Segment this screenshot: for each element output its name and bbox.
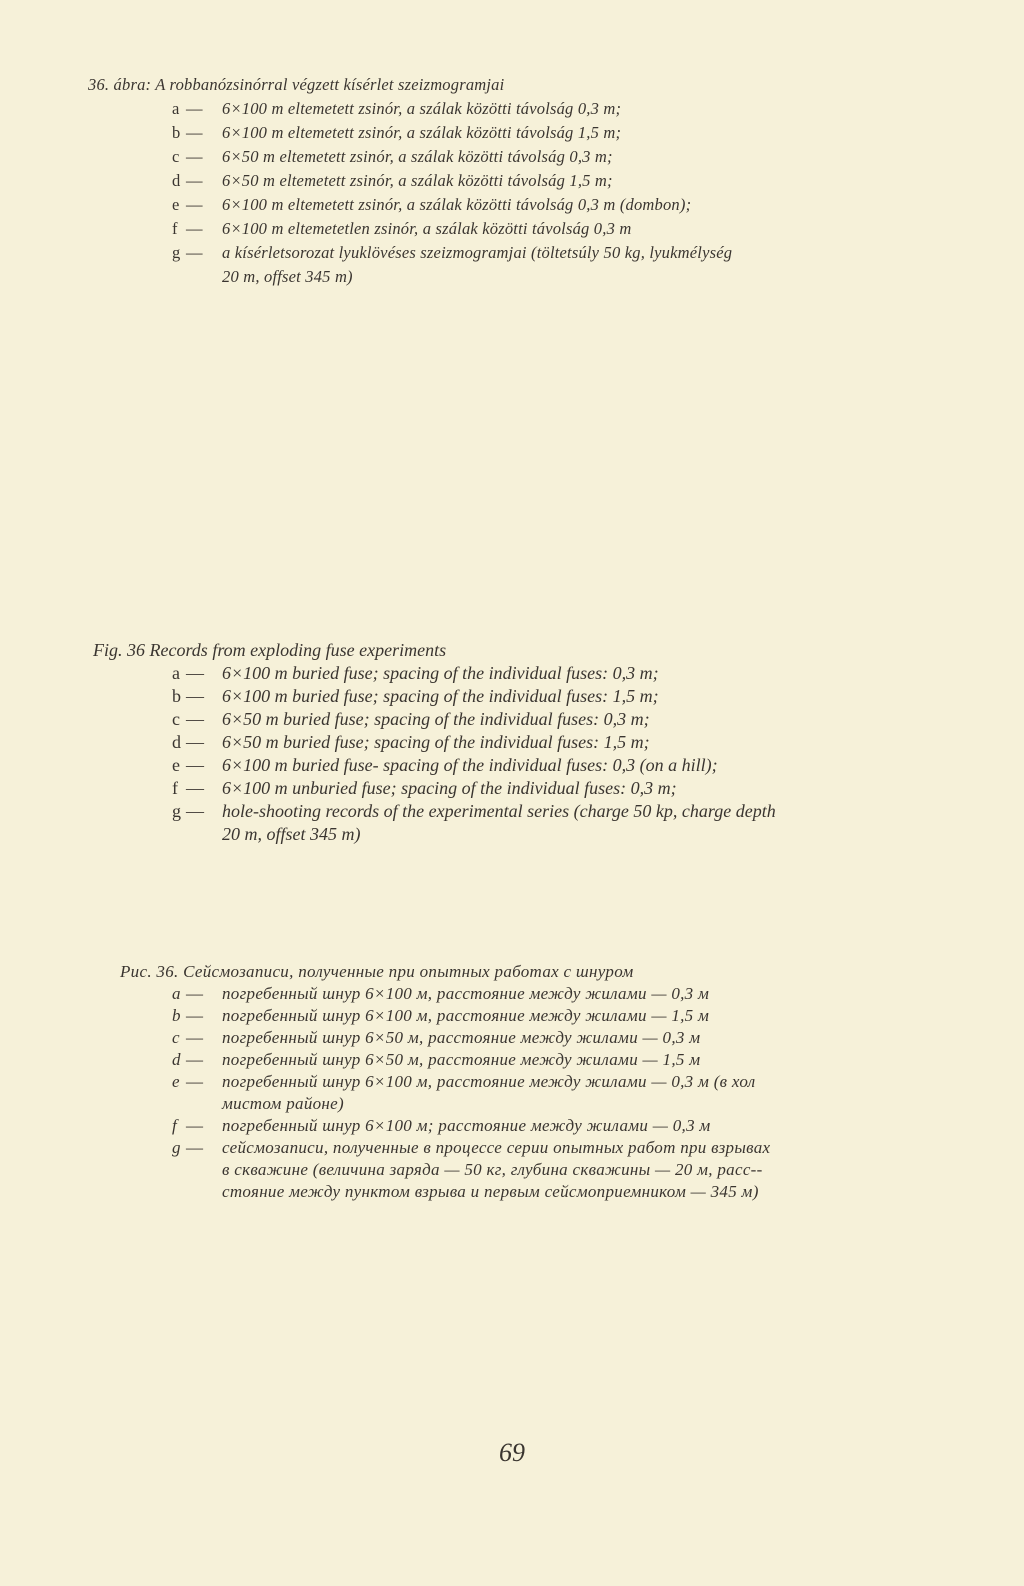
item-letter: f bbox=[172, 1116, 178, 1135]
item-text: погребенный шнур 6×50 м, расстояние между жилами — 0,3 м bbox=[222, 1028, 701, 1047]
item-text: сейсмозаписи, полученные в процессе серии опытных работ при взрывах bbox=[222, 1138, 771, 1157]
item-letter: c bbox=[172, 709, 180, 729]
item-text: погребенный шнур 6×100 м, расстояние между жилами — 1,5 м bbox=[222, 1006, 710, 1025]
caption-hungarian-heading bbox=[88, 75, 504, 95]
caption-hungarian-label: 36. ábra: bbox=[88, 75, 152, 94]
item-text: погребенный шнур 6×100 м; расстояние между жилами — 0,3 м bbox=[222, 1116, 711, 1135]
item-letter: f bbox=[172, 778, 178, 798]
item-text-continued: 20 m, offset 345 m) bbox=[222, 267, 353, 286]
item-text: погребенный шнур 6×50 м, расстояние между жилами — 1,5 м bbox=[222, 1050, 701, 1069]
item-letter: d bbox=[172, 1050, 181, 1069]
caption-russian-heading bbox=[120, 962, 634, 982]
item-letter: c bbox=[172, 147, 180, 166]
item-letter: e bbox=[172, 1072, 180, 1091]
item-text: 6×100 m eltemetett zsinór, a szálak közötti távolság 0,3 m (dombon); bbox=[222, 195, 692, 214]
item-letter: g bbox=[172, 801, 181, 821]
item-text: 6×100 m eltemetett zsinór, a szálak közötti távolság 1,5 m; bbox=[222, 123, 622, 142]
item-text: a kísérletsorozat lyuklövéses szeizmogramjai (töltetsúly 50 kg, lyukmélység bbox=[222, 243, 733, 262]
item-text: 6×100 m unburied fuse; spacing of the individual fuses: 0,3 m; bbox=[222, 778, 677, 798]
item-text-continued: мистом районе) bbox=[222, 1094, 344, 1113]
item-text: 6×50 m buried fuse; spacing of the individual fuses: 1,5 m; bbox=[222, 732, 650, 752]
item-text: 6×50 m buried fuse; spacing of the individual fuses: 0,3 m; bbox=[222, 709, 650, 729]
page-number: 69 bbox=[499, 1438, 525, 1467]
item-letter: e bbox=[172, 755, 180, 775]
item-letter: a bbox=[172, 663, 180, 683]
item-letter: a bbox=[172, 984, 181, 1003]
item-letter: a bbox=[172, 99, 180, 118]
item-text: погребенный шнур 6×100 м, расстояние между жилами — 0,3 м (в хол bbox=[222, 1072, 756, 1091]
item-letter: b bbox=[172, 1006, 181, 1025]
item-text-continued-2: стояние между пунктом взрыва и первым сейсмоприемником — 345 м) bbox=[222, 1182, 759, 1201]
item-text: 6×100 m buried fuse- spacing of the individual fuses: 0,3 (on a hill); bbox=[222, 755, 718, 775]
item-letter: f bbox=[172, 219, 178, 238]
item-text: 6×100 m eltemetetlen zsinór, a szálak közötti távolság 0,3 m bbox=[222, 219, 632, 238]
item-text: 6×100 m eltemetett zsinór, a szálak közötti távolság 0,3 m; bbox=[222, 99, 622, 118]
item-text: 6×100 m buried fuse; spacing of the individual fuses: 0,3 m; bbox=[222, 663, 659, 683]
item-text: 6×50 m eltemetett zsinór, a szálak közötti távolság 0,3 m; bbox=[222, 147, 613, 166]
item-text: погребенный шнур 6×100 м, расстояние между жилами — 0,3 м bbox=[222, 984, 710, 1003]
item-letter: b bbox=[172, 686, 181, 706]
caption-hungarian-title: A robbanózsinórral végzett kísérlet szeizmogramjai bbox=[155, 75, 505, 94]
item-text-continued: 20 m, offset 345 m) bbox=[222, 824, 361, 844]
caption-english-heading bbox=[93, 640, 446, 661]
item-letter: d bbox=[172, 171, 181, 190]
item-text: 6×100 m buried fuse; spacing of the individual fuses: 1,5 m; bbox=[222, 686, 659, 706]
item-letter: e bbox=[172, 195, 180, 214]
item-letter: g bbox=[172, 243, 181, 262]
item-text-continued: в скважине (величина заряда — 50 кг, глубина скважины — 20 м, расс-- bbox=[222, 1160, 763, 1179]
item-text: 6×50 m eltemetett zsinór, a szálak közötti távolság 1,5 m; bbox=[222, 171, 613, 190]
item-letter: b bbox=[172, 123, 181, 142]
item-letter: g bbox=[172, 1138, 181, 1157]
caption-russian-label: Рис. 36. bbox=[120, 962, 179, 981]
item-text: hole-shooting records of the experimental series (charge 50 kp, charge depth bbox=[222, 801, 776, 821]
item-letter: c bbox=[172, 1028, 180, 1047]
item-letter: d bbox=[172, 732, 181, 752]
caption-english-title: Records from exploding fuse experiments bbox=[149, 640, 447, 660]
caption-english-label: Fig. 36 bbox=[93, 640, 145, 660]
caption-russian-title: Сейсмозаписи, полученные при опытных работах с шнуром bbox=[183, 962, 634, 981]
